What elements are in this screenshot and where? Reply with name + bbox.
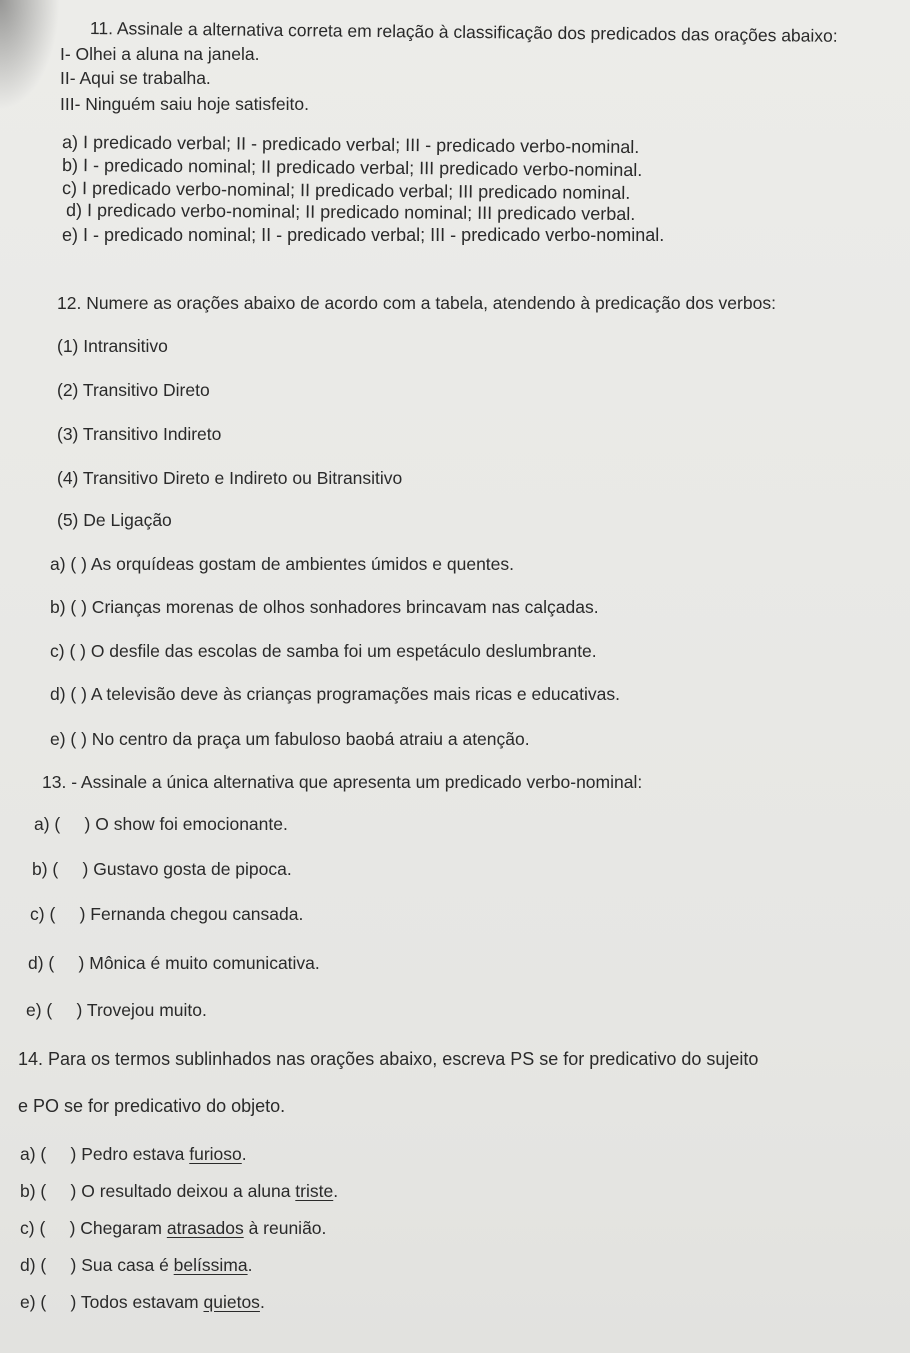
q14-item-a [20,1144,247,1164]
q14-item-a-end: . [241,1144,247,1164]
q11-option-b: b) I - predicado nominal; II predicado verbal; III predicado verbo-nominal. [61,155,643,181]
q14-item-e-underlined: quietos [203,1292,260,1312]
q11-option-a: a) I predicado verbal; II - predicado verbal; III - predicado verbo-nominal. [61,132,640,158]
q11-item-1: I- Olhei a aluna na janela. [60,44,260,64]
q11-option-c: c) I predicado verbo-nominal; II predicado verbal; III predicado nominal. [61,178,631,203]
q14-item-e-text: e) ( ) Todos estavam [20,1292,204,1312]
q13-item-d: d) ( ) Mônica é muito comunicativa. [28,953,320,973]
q14-item-e-end: . [259,1292,265,1312]
q11-item-2: II- Aqui se trabalha. [60,68,211,88]
q14-item-a-text: a) ( ) Pedro estava [20,1144,190,1164]
q12-item-e: e) ( ) No centro da praça um fabuloso baobá atraiu a atenção. [50,729,530,749]
q13-item-e: e) ( ) Trovejou muito. [26,1000,207,1020]
q12-legend-4: (4) Transitivo Direto e Indireto ou Bitransitivo [57,468,403,488]
q11-item-3: III- Ninguém saiu hoje satisfeito. [60,94,310,114]
q12-legend-3: (3) Transitivo Indireto [57,424,222,444]
q12-item-d: d) ( ) A televisão deve às crianças programações mais ricas e educativas. [50,684,620,704]
q14-item-c-end: à reunião. [243,1218,327,1238]
q14-item-c-text: c) ( ) Chegaram [20,1218,167,1238]
q14-item-d-end: . [247,1255,253,1275]
q12-legend-2: (2) Transitivo Direto [57,380,210,400]
page-corner-shadow [0,0,60,110]
q14-item-d [20,1255,252,1275]
q13-item-b: b) ( ) Gustavo gosta de pipoca. [32,859,292,879]
q14-item-b [20,1181,338,1201]
q14-item-d-text: d) ( ) Sua casa é [20,1255,174,1275]
q12-item-b: b) ( ) Crianças morenas de olhos sonhadores brincavam nas calçadas. [50,597,599,617]
q14-title-line2: e PO se for predicativo do objeto. [18,1096,286,1116]
q14-item-c-underlined: atrasados [166,1218,244,1238]
q14-item-b-underlined: triste [295,1181,334,1201]
q12-item-c: c) ( ) O desfile das escolas de samba foi um espetáculo deslumbrante. [50,641,597,661]
q13-title: 13. - Assinale a única alternativa que apresenta um predicado verbo-nominal: [42,772,643,792]
q14-item-a-underlined: furioso [189,1144,242,1164]
q12-legend-1: (1) Intransitivo [57,336,168,356]
q14-item-c [20,1218,326,1238]
q14-title-line1: 14. Para os termos sublinhados nas orações abaixo, escreva PS se for predicativo do sujeito [18,1049,759,1069]
q12-item-a: a) ( ) As orquídeas gostam de ambientes úmidos e quentes. [50,554,515,574]
q14-item-e [20,1292,265,1312]
q12-legend-5: (5) De Ligação [57,510,172,530]
q11-option-e: e) I - predicado nominal; II - predicado verbal; III - predicado verbo-nominal. [62,225,665,245]
q14-item-d-underlined: belíssima [173,1255,248,1275]
q11-title: 11. Assinale a alternativa correta em relação à classificação dos predicados das orações abaixo: [89,18,838,46]
q11-option-d: d) I predicado verbo-nominal; II predicado nominal; III predicado verbal. [65,200,636,224]
q14-item-b-text: b) ( ) O resultado deixou a aluna [20,1181,296,1201]
q13-item-c: c) ( ) Fernanda chegou cansada. [30,904,304,924]
q14-item-b-end: . [333,1181,339,1201]
q12-title: 12. Numere as orações abaixo de acordo com a tabela, atendendo à predicação dos verbos: [57,293,776,313]
q13-item-a: a) ( ) O show foi emocionante. [34,814,288,834]
